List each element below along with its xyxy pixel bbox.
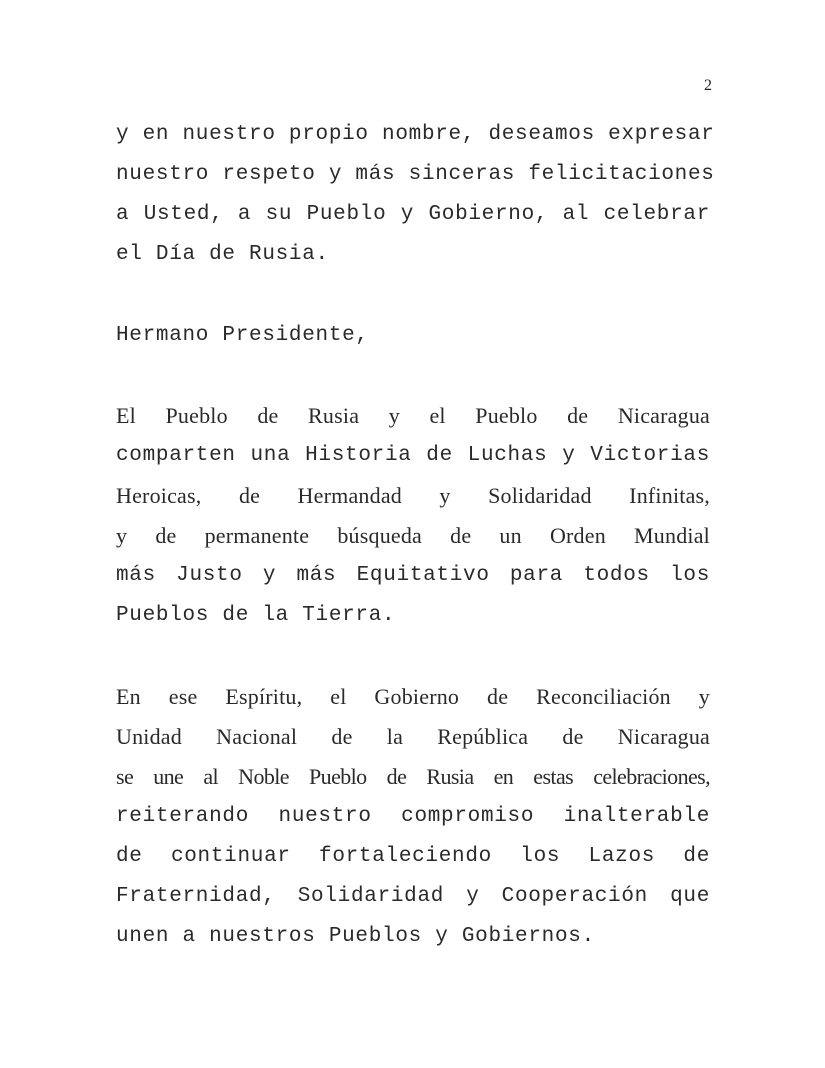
text-line: reiterando nuestro compromiso inalterable bbox=[116, 805, 710, 828]
text-line: se une al Noble Pueblo de Rusia en estas celebraciones, bbox=[116, 764, 710, 789]
paragraph-salutation bbox=[116, 316, 710, 356]
text-line: Heroicas, de Hermandad y Solidaridad Infinitas, bbox=[116, 483, 710, 508]
text-line: Fraternidad, Solidaridad y Cooperación que bbox=[116, 885, 710, 908]
text-line: unen a nuestros Pueblos y Gobiernos. bbox=[116, 925, 595, 948]
text-line: el Día de Rusia. bbox=[116, 243, 329, 266]
text-line: En ese Espíritu, el Gobierno de Reconciliación y bbox=[116, 684, 710, 709]
text-line: comparten una Historia de Luchas y Victorias bbox=[116, 444, 710, 467]
paragraph-commitment bbox=[116, 677, 710, 957]
text-line: y en nuestro propio nombre, deseamos expresar bbox=[116, 123, 715, 146]
text-line: y de permanente búsqueda de un Orden Mundial bbox=[116, 523, 710, 548]
text-line: El Pueblo de Rusia y el Pueblo de Nicaragua bbox=[116, 403, 710, 428]
text-line: de continuar fortaleciendo los Lazos de bbox=[116, 845, 710, 868]
text-line: más Justo y más Equitativo para todos los bbox=[116, 564, 710, 587]
text-line: nuestro respeto y más sinceras felicitaciones bbox=[116, 163, 715, 186]
paragraph-greeting bbox=[116, 115, 715, 275]
text-line: Unidad Nacional de la República de Nicaragua bbox=[116, 724, 710, 749]
page-number: 2 bbox=[704, 77, 712, 94]
text-line: a Usted, a su Pueblo y Gobierno, al celebrar bbox=[116, 203, 710, 226]
paragraph-history bbox=[116, 396, 710, 636]
text-line: Pueblos de la Tierra. bbox=[116, 604, 396, 627]
text-line: Hermano Presidente, bbox=[116, 324, 369, 347]
